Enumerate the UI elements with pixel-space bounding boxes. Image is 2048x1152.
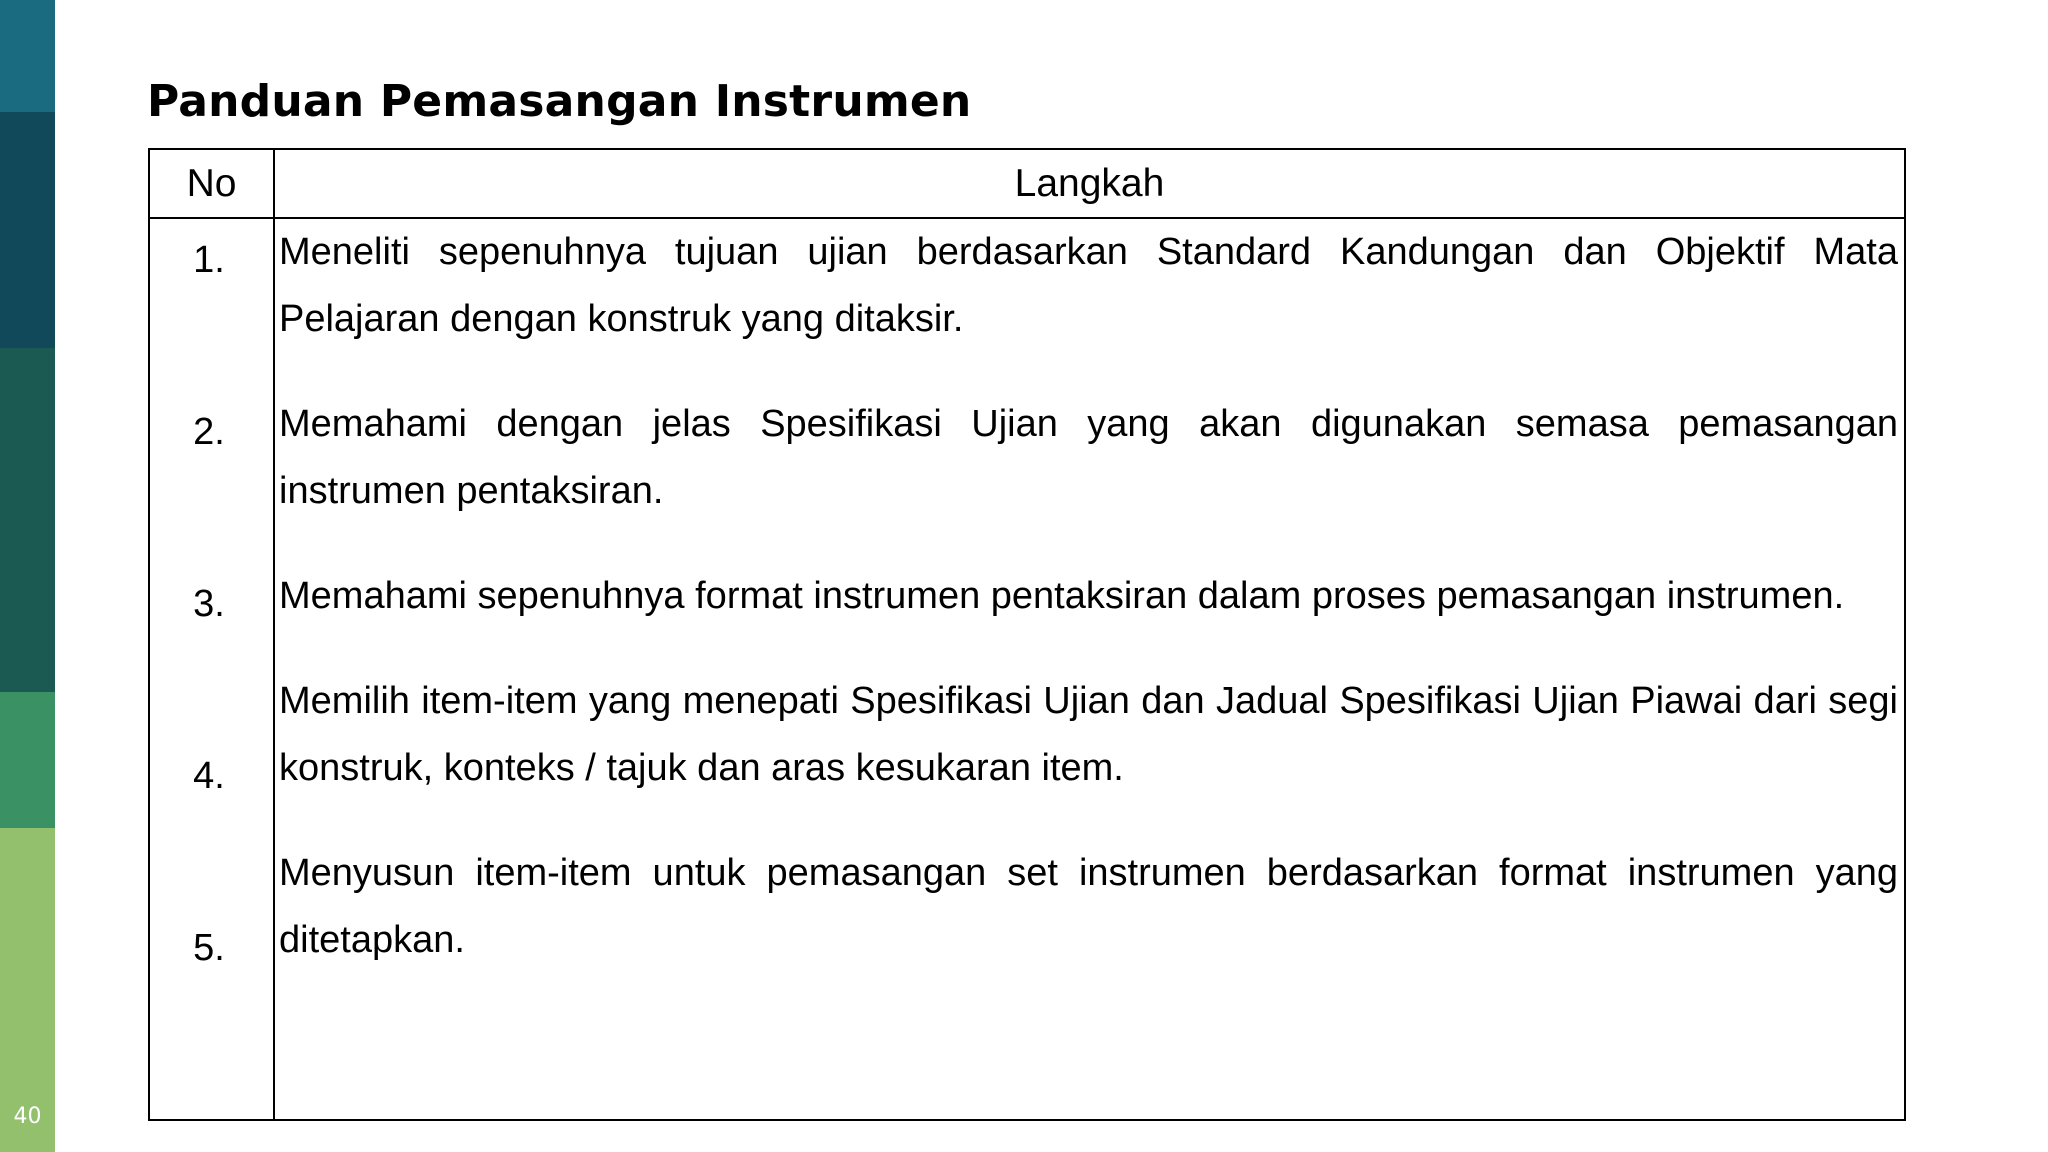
side-bar-band — [0, 0, 55, 112]
step-number: 3. — [193, 583, 225, 625]
page-number: 40 — [13, 1104, 42, 1129]
column-header-no: No — [149, 149, 274, 218]
number-column — [149, 218, 274, 1120]
step-text: Memahami dengan jelas Spesifikasi Ujian yang akan digunakan semasa pemasangan instrumen pentaksiran. — [279, 403, 1898, 512]
decorative-side-bar — [0, 0, 55, 1152]
page-title: Panduan Pemasangan Instrumen — [147, 76, 972, 127]
step-text: Memahami sepenuhnya format instrumen pentaksiran dalam proses pemasangan instrumen. — [279, 575, 1845, 617]
column-header-langkah: Langkah — [274, 149, 1905, 218]
table-header-row — [149, 149, 1905, 218]
step-column — [274, 218, 1905, 1120]
step-text: Memilih item-item yang menepati Spesifikasi Ujian dan Jadual Spesifikasi Ujian Piawai dari segi konstruk, konteks / tajuk dan aras kesukaran item. — [279, 680, 1898, 789]
step-number: 4. — [193, 755, 225, 797]
side-bar-band — [0, 112, 55, 348]
steps-table — [148, 148, 1906, 1121]
step-text: Meneliti sepenuhnya tujuan ujian berdasarkan Standard Kandungan dan Objektif Mata Pelajaran dengan konstruk yang ditaksir. — [279, 231, 1898, 340]
step-number: 2. — [193, 411, 225, 453]
side-bar-band — [0, 348, 55, 692]
step-number: 1. — [193, 239, 225, 281]
side-bar-band — [0, 692, 55, 828]
step-text: Menyusun item-item untuk pemasangan set instrumen berdasarkan format instrumen yang ditetapkan. — [279, 852, 1898, 961]
step-number: 5. — [193, 927, 225, 969]
table-row — [149, 218, 1905, 1120]
